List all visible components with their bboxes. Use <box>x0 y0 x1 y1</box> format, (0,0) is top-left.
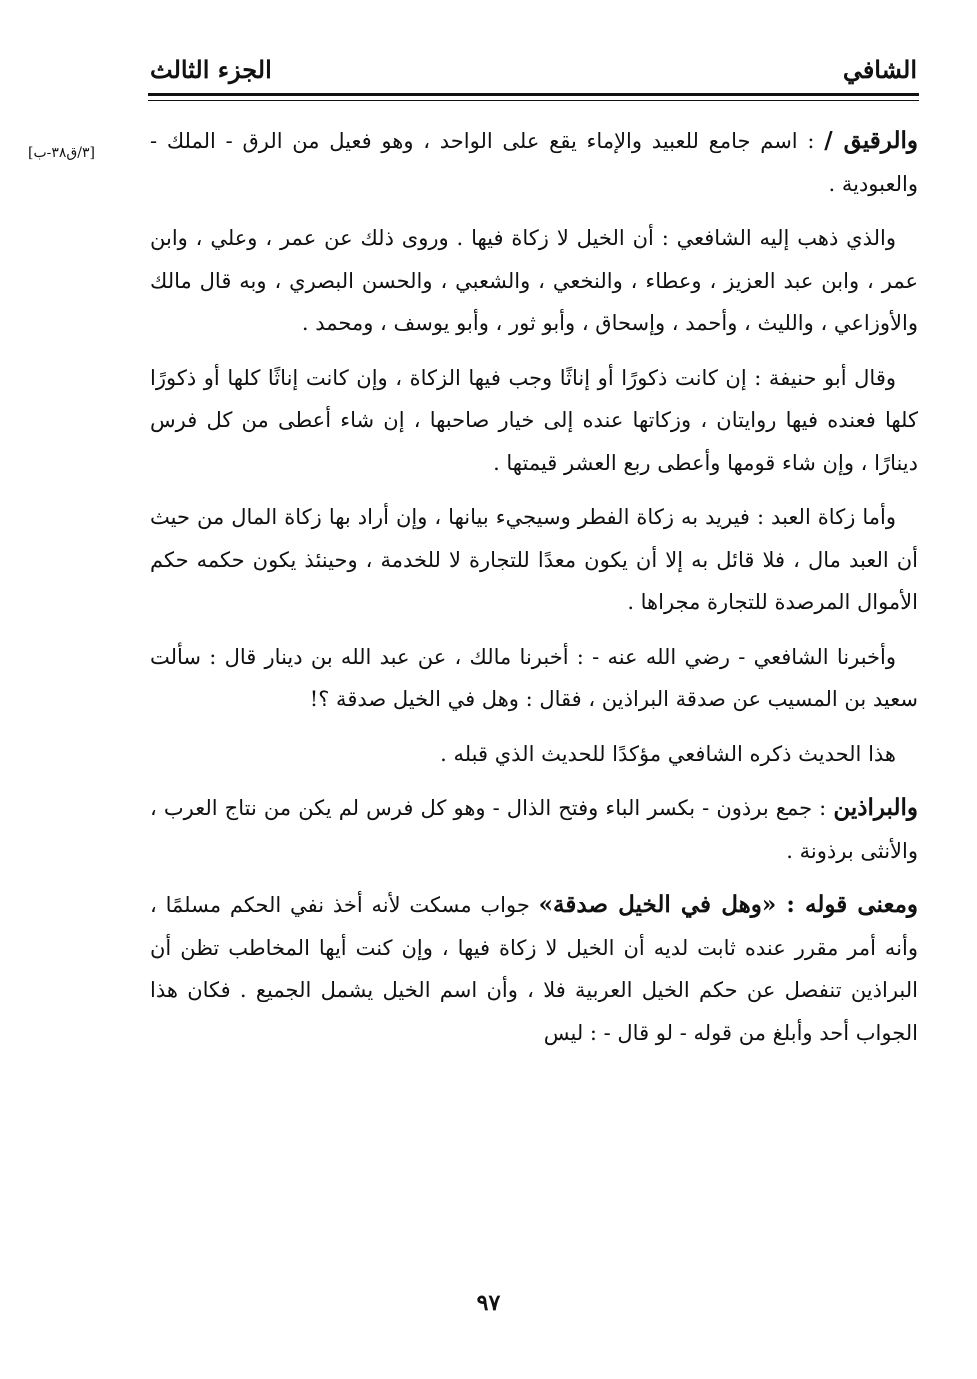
header-book-title: الشافي <box>842 55 917 84</box>
header-rule-thick <box>148 93 919 96</box>
paragraph-text: : جمع برذون - بكسر الباء وفتح الذال - وهو كل فرس لم يكن من نتاج العرب ، والأنثى برذونة . <box>150 796 918 863</box>
paragraph <box>150 884 918 1054</box>
paragraph <box>150 357 918 485</box>
paragraph-text: وأخبرنا الشافعي - رضي الله عنه - : أخبرنا مالك ، عن عبد الله بن دينار قال : سألت سعيد بن المسيب عن صدقة البراذين ، فقال : وهل في الخيل صدقة ؟! <box>150 644 918 711</box>
paragraph <box>150 217 918 345</box>
paragraph-text: جواب مسكت لأنه أخذ نفي الحكم مسلمًا ، وأنه أمر مقرر عنده ثابت لديه أن الخيل لا زكاة فيها ، وإن كنت أيها المخاطب تظن أن البراذين تنفصل عن حكم الخيل العربية فلا ، وأن اسم الخيل يشمل الجميع . فكان هذا الجواب أحد وأبلغ من قوله - لو قال - : ليس <box>150 893 918 1045</box>
paragraph <box>150 733 918 776</box>
paragraph-text: هذا الحديث ذكره الشافعي مؤكدًا للحديث الذي قبله . <box>440 741 896 766</box>
paragraph-lead: والبراذين <box>833 794 918 821</box>
header-volume-title: الجزء الثالث <box>150 55 272 84</box>
paragraph <box>150 636 918 721</box>
body-text <box>150 120 918 1066</box>
paragraph-text: والذي ذهب إليه الشافعي : أن الخيل لا زكاة فيها . وروى ذلك عن عمر ، وعلي ، وابن عمر ، وابن عبد العزيز ، وعطاء ، والنخعي ، والشعبي ، والحسن البصري ، وبه قال مالك والأوزاعي ، والليث ، وأحمد ، وإسحاق ، وأبو ثور ، وأبو يوسف ، ومحمد . <box>150 226 918 335</box>
paragraph-text: : اسم جامع للعبيد والإماء يقع على الواحد ، وهو فعيل من الرق - الملك - والعبودية . <box>150 129 918 196</box>
paragraph-text: وقال أبو حنيفة : إن كانت ذكورًا أو إناثًا وجب فيها الزكاة ، وإن كانت إناثًا كلها أو ذكورًا كلها فعنده فيها روايتان ، وزكاتها عنده إلى خيار صاحبها ، إن شاء أعطى من كل فرس دينارًا ، وإن شاء قومها وأعطى ربع العشر قيمتها . <box>150 365 918 475</box>
page-number: ٩٧ <box>476 1290 501 1316</box>
paragraph <box>150 120 918 205</box>
margin-manuscript-reference: [٣/ق٣٨-ب] <box>28 145 96 161</box>
header-rule-thin <box>148 100 919 101</box>
paragraph-text: وأما زكاة العبد : فيريد به زكاة الفطر وسيجيء بيانها ، وإن أراد بها زكاة المال من حيث أن العبد مال ، فلا قائل به إلا أن يكون معدًا للتجارة لا للخدمة ، وحينئذ يكون حكمه حكم الأموال المرصدة للتجارة مجراها . <box>150 505 918 614</box>
paragraph-lead: والرقيق / <box>824 127 918 154</box>
paragraph <box>150 787 918 872</box>
paragraph <box>150 496 918 624</box>
paragraph-lead: ومعنى قوله : «وهل في الخيل صدقة» <box>538 891 918 918</box>
